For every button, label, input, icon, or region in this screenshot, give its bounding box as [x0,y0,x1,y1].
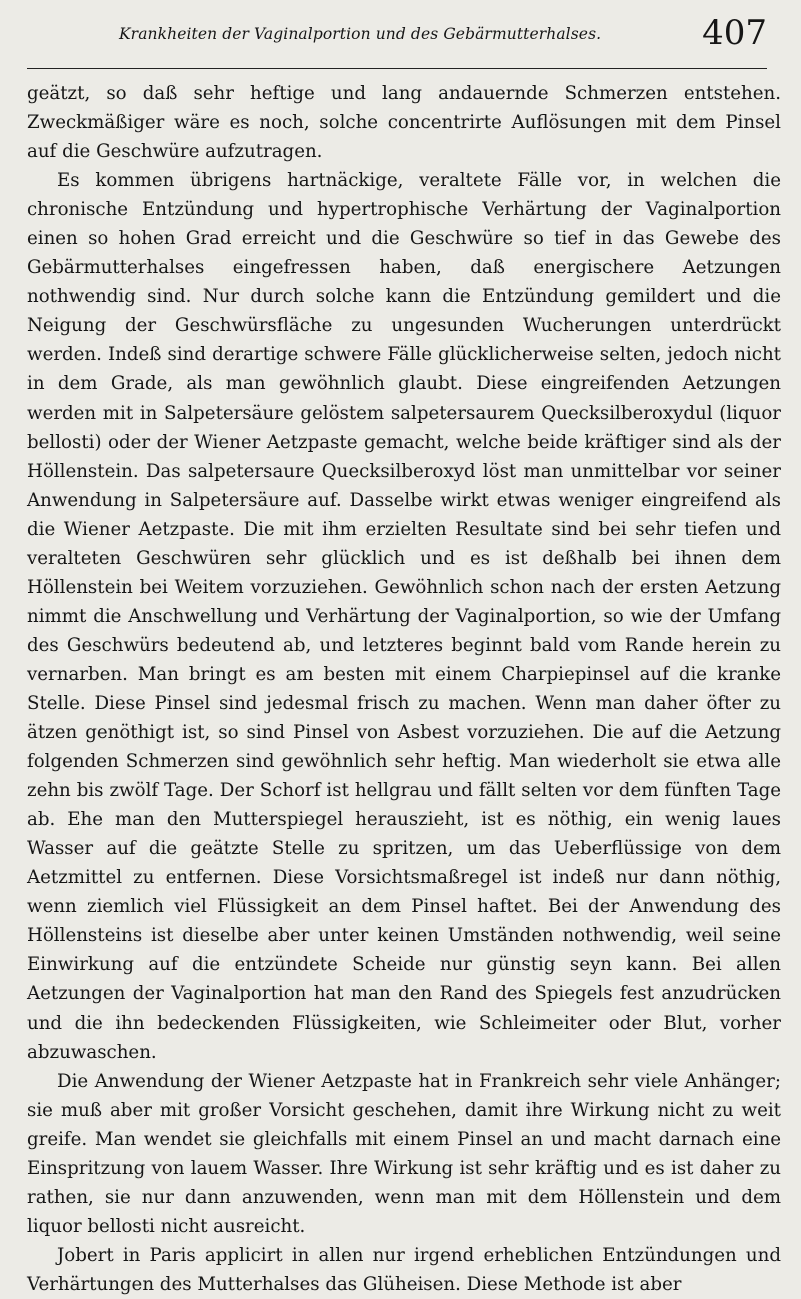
running-title: Krankheiten der Vaginalportion und des Gebärmutterhalses. [119,25,602,43]
body-text [27,79,781,1299]
paragraph: geätzt, so daß sehr heftige und lang andauernde Schmerzen entstehen. Zweckmäßiger wäre es noch, solche concentrirte Auflösungen mit dem Pinsel auf die Geschwüre aufzutragen. [27,83,781,163]
page-number: 407 [702,13,767,53]
paragraph: Jobert in Paris applicirt in allen nur irgend erheblichen Entzündungen und Verhärtungen des Mutterhalses das Glüheisen. Diese Methode ist aber [27,1244,781,1295]
paragraph: Die Anwendung der Wiener Aetzpaste hat in Frankreich sehr viele Anhänger; sie muß aber mit großer Vorsicht geschehen, damit ihre Wirkung nicht zu weit greife. Man wendet sie gleichfalls mit einem Pinsel an und macht darnach eine Einspritzung von lauem Wasser. Ihre Wirkung ist sehr kräftig und es ist daher zu rathen, sie nur dann anzuwenden, wenn man mit dem Höllenstein und dem liquor bellosti nicht ausreicht. [27,1070,781,1237]
page-header [27,12,767,69]
paragraph: Es kommen übrigens hartnäckige, veraltete Fälle vor, in welchen die chronische Entzündung und hypertrophische Verhärtung der Vaginalportion einen so hohen Grad erreicht und die Geschwüre so tief in das Gewebe des Gebärmutterhalses eingefressen haben, daß energischere Aetzungen nothwendig sind. Nur durch solche kann die Entzündung gemildert und die Neigung der Geschwürsfläche zu ungesunden Wucherungen unterdrückt werden. Indeß sind derartige schwere Fälle glücklicherweise selten, jedoch nicht in dem Grade, als man gewöhnlich glaubt. Diese eingreifenden Aetzungen werden mit in Salpetersäure gelöstem salpetersaurem Quecksilberoxydul (liquor bellosti) oder der Wiener Aetzpaste gemacht, welche beide kräftiger sind als der Höllenstein. Das salpetersaure Quecksilberoxyd löst man unmittelbar vor seiner Anwendung in Salpetersäure auf. Dasselbe wirkt etwas weniger eingreifend als die Wiener Aetzpaste. Die mit ihm erzielten Resultate sind bei sehr tiefen und veralteten Geschwüren sehr glücklich und es ist deßhalb bei ihnen dem Höllenstein bei Weitem vorzuziehen. Gewöhnlich schon nach der ersten Aetzung nimmt die Anschwellung und Verhärtung der Vaginalportion, so wie der Umfang des Geschwürs bedeutend ab, und letzteres beginnt bald vom Rande herein zu vernarben. Man bringt es am besten mit einem Charpiepinsel auf die kranke Stelle. Diese Pinsel sind jedesmal frisch zu machen. Wenn man daher öfter zu ätzen genöthigt ist, so sind Pinsel von Asbest vorzuziehen. Die auf die Aetzung folgenden Schmerzen sind gewöhnlich sehr heftig. Man wiederholt sie etwa alle zehn bis zwölf Tage. Der Schorf ist hellgrau und fällt selten vor dem fünften Tage ab. Ehe man den Mutterspiegel herauszieht, ist es nöthig, ein wenig laues Wasser auf die geätzte Stelle zu spritzen, um das Ueberflüssige von dem Aetzmittel zu entfernen. Diese Vorsichtsmaßregel ist indeß nur dann nöthig, wenn ziemlich viel Flüssigkeit an dem Pinsel haftet. Bei der Anwendung des Höllensteins ist dieselbe aber unter keinen Umständen nothwendig, weil seine Einwirkung auf die entzündete Scheide nur günstig seyn kann. Bei allen Aetzungen der Vaginalportion hat man den Rand des Spiegels fest anzudrücken und die ihn bedeckenden Flüssigkeiten, wie Schleimeiter oder Blut, vorher abzuwaschen. [27,170,781,1063]
